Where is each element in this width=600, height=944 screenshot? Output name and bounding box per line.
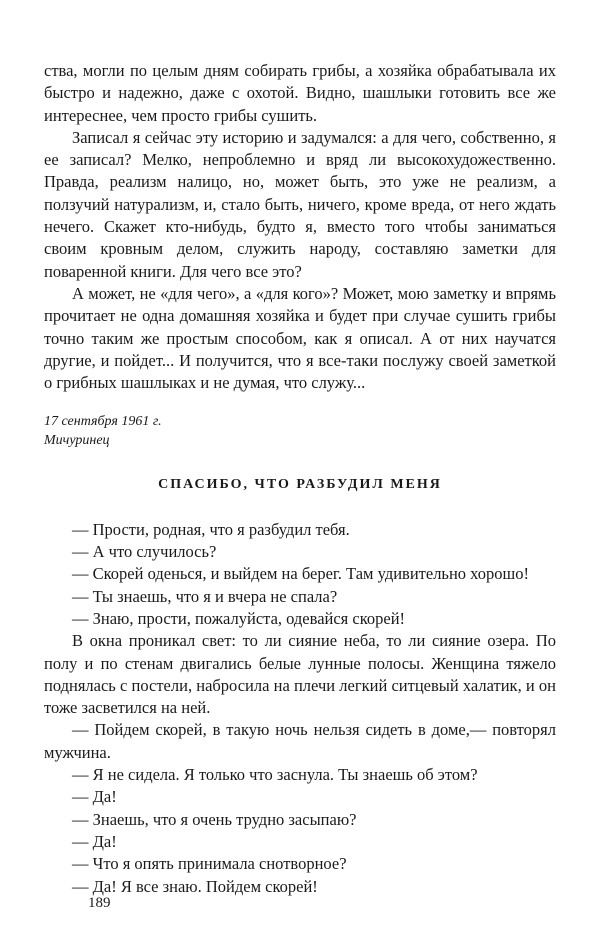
dialogue-line: — Да! xyxy=(72,831,117,851)
text-block xyxy=(44,60,556,898)
dialogue-line: — Знаю, прости, пожалуйста, одевайся скорей! xyxy=(72,608,406,628)
place: Мичуринец xyxy=(44,433,110,449)
dialogue-line: — Да! Я все знаю. Пойдем скорей! xyxy=(72,876,318,896)
paragraph: А может, не «для чего», а «для кого»? Может, мою заметку и впрямь прочитает не одна домашняя хозяйка и будет при случае сушить грибы точно таким же простым способом, как я описал. А от них научатся другие, и пойдет... И получится, что я все-таки послужу своей заметкой о грибных шашлыках и не думая, что служу... xyxy=(44,283,556,393)
dialogue-line: — Что я опять принимала снотворное? xyxy=(72,854,347,874)
dialogue-line: — Знаешь, что я очень трудно засыпаю? xyxy=(72,809,357,829)
story-title: СПАСИБО, ЧТО РАЗБУДИЛ МЕНЯ xyxy=(158,477,442,493)
dateline xyxy=(44,412,556,450)
paragraph: В окна проникал свет: то ли сияние неба, то ли сияние озера. По полу и по стенам двигались белые лунные полосы. Женщина тяжело поднялась с постели, набросила на плечи легкий ситцевый халатик, и он тоже засветился на ней. xyxy=(44,631,556,718)
dialogue-line: — Прости, родная, что я разбудил тебя. xyxy=(72,519,350,539)
dialogue-line: — Пойдем скорей, в такую ночь нельзя сидеть в доме,— повторял мужчина. xyxy=(44,720,556,762)
paragraph: ства, могли по целым дням собирать грибы, а хозяйка обрабатывала их быстро и надежно, даже с охотой. Видно, шашлыки готовить все же интереснее, чем просто грибы сушить. xyxy=(44,61,556,125)
dialogue-line: — Я не сидела. Я только что заснула. Ты знаешь об этом? xyxy=(72,765,478,785)
paragraph: Записал я сейчас эту историю и задумался: а для чего, собственно, я ее записал? Мелко, непроблемно и вряд ли высокохудожественно. Правда, реализм налицо, но, может быть, это уже не реализм, а ползучий натурализм, и, стало быть, ничего, кроме вреда, от него ждать нечего. Скажет кто-нибудь, будто я, вместо того чтобы заниматься своим кровным делом, служить народу, составляю заметки для поваренной книги. Для чего все это? xyxy=(44,127,556,281)
dialogue-line: — Скорей оденься, и выйдем на берег. Там удивительно хорошо! xyxy=(72,564,529,584)
date: 17 сентября 1961 г. xyxy=(44,414,162,430)
page-number: 189 xyxy=(88,895,111,911)
dialogue-line: — Да! xyxy=(72,787,117,807)
dialogue-line: — Ты знаешь, что я и вчера не спала? xyxy=(72,586,338,606)
dialogue-line: — А что случилось? xyxy=(72,542,217,562)
